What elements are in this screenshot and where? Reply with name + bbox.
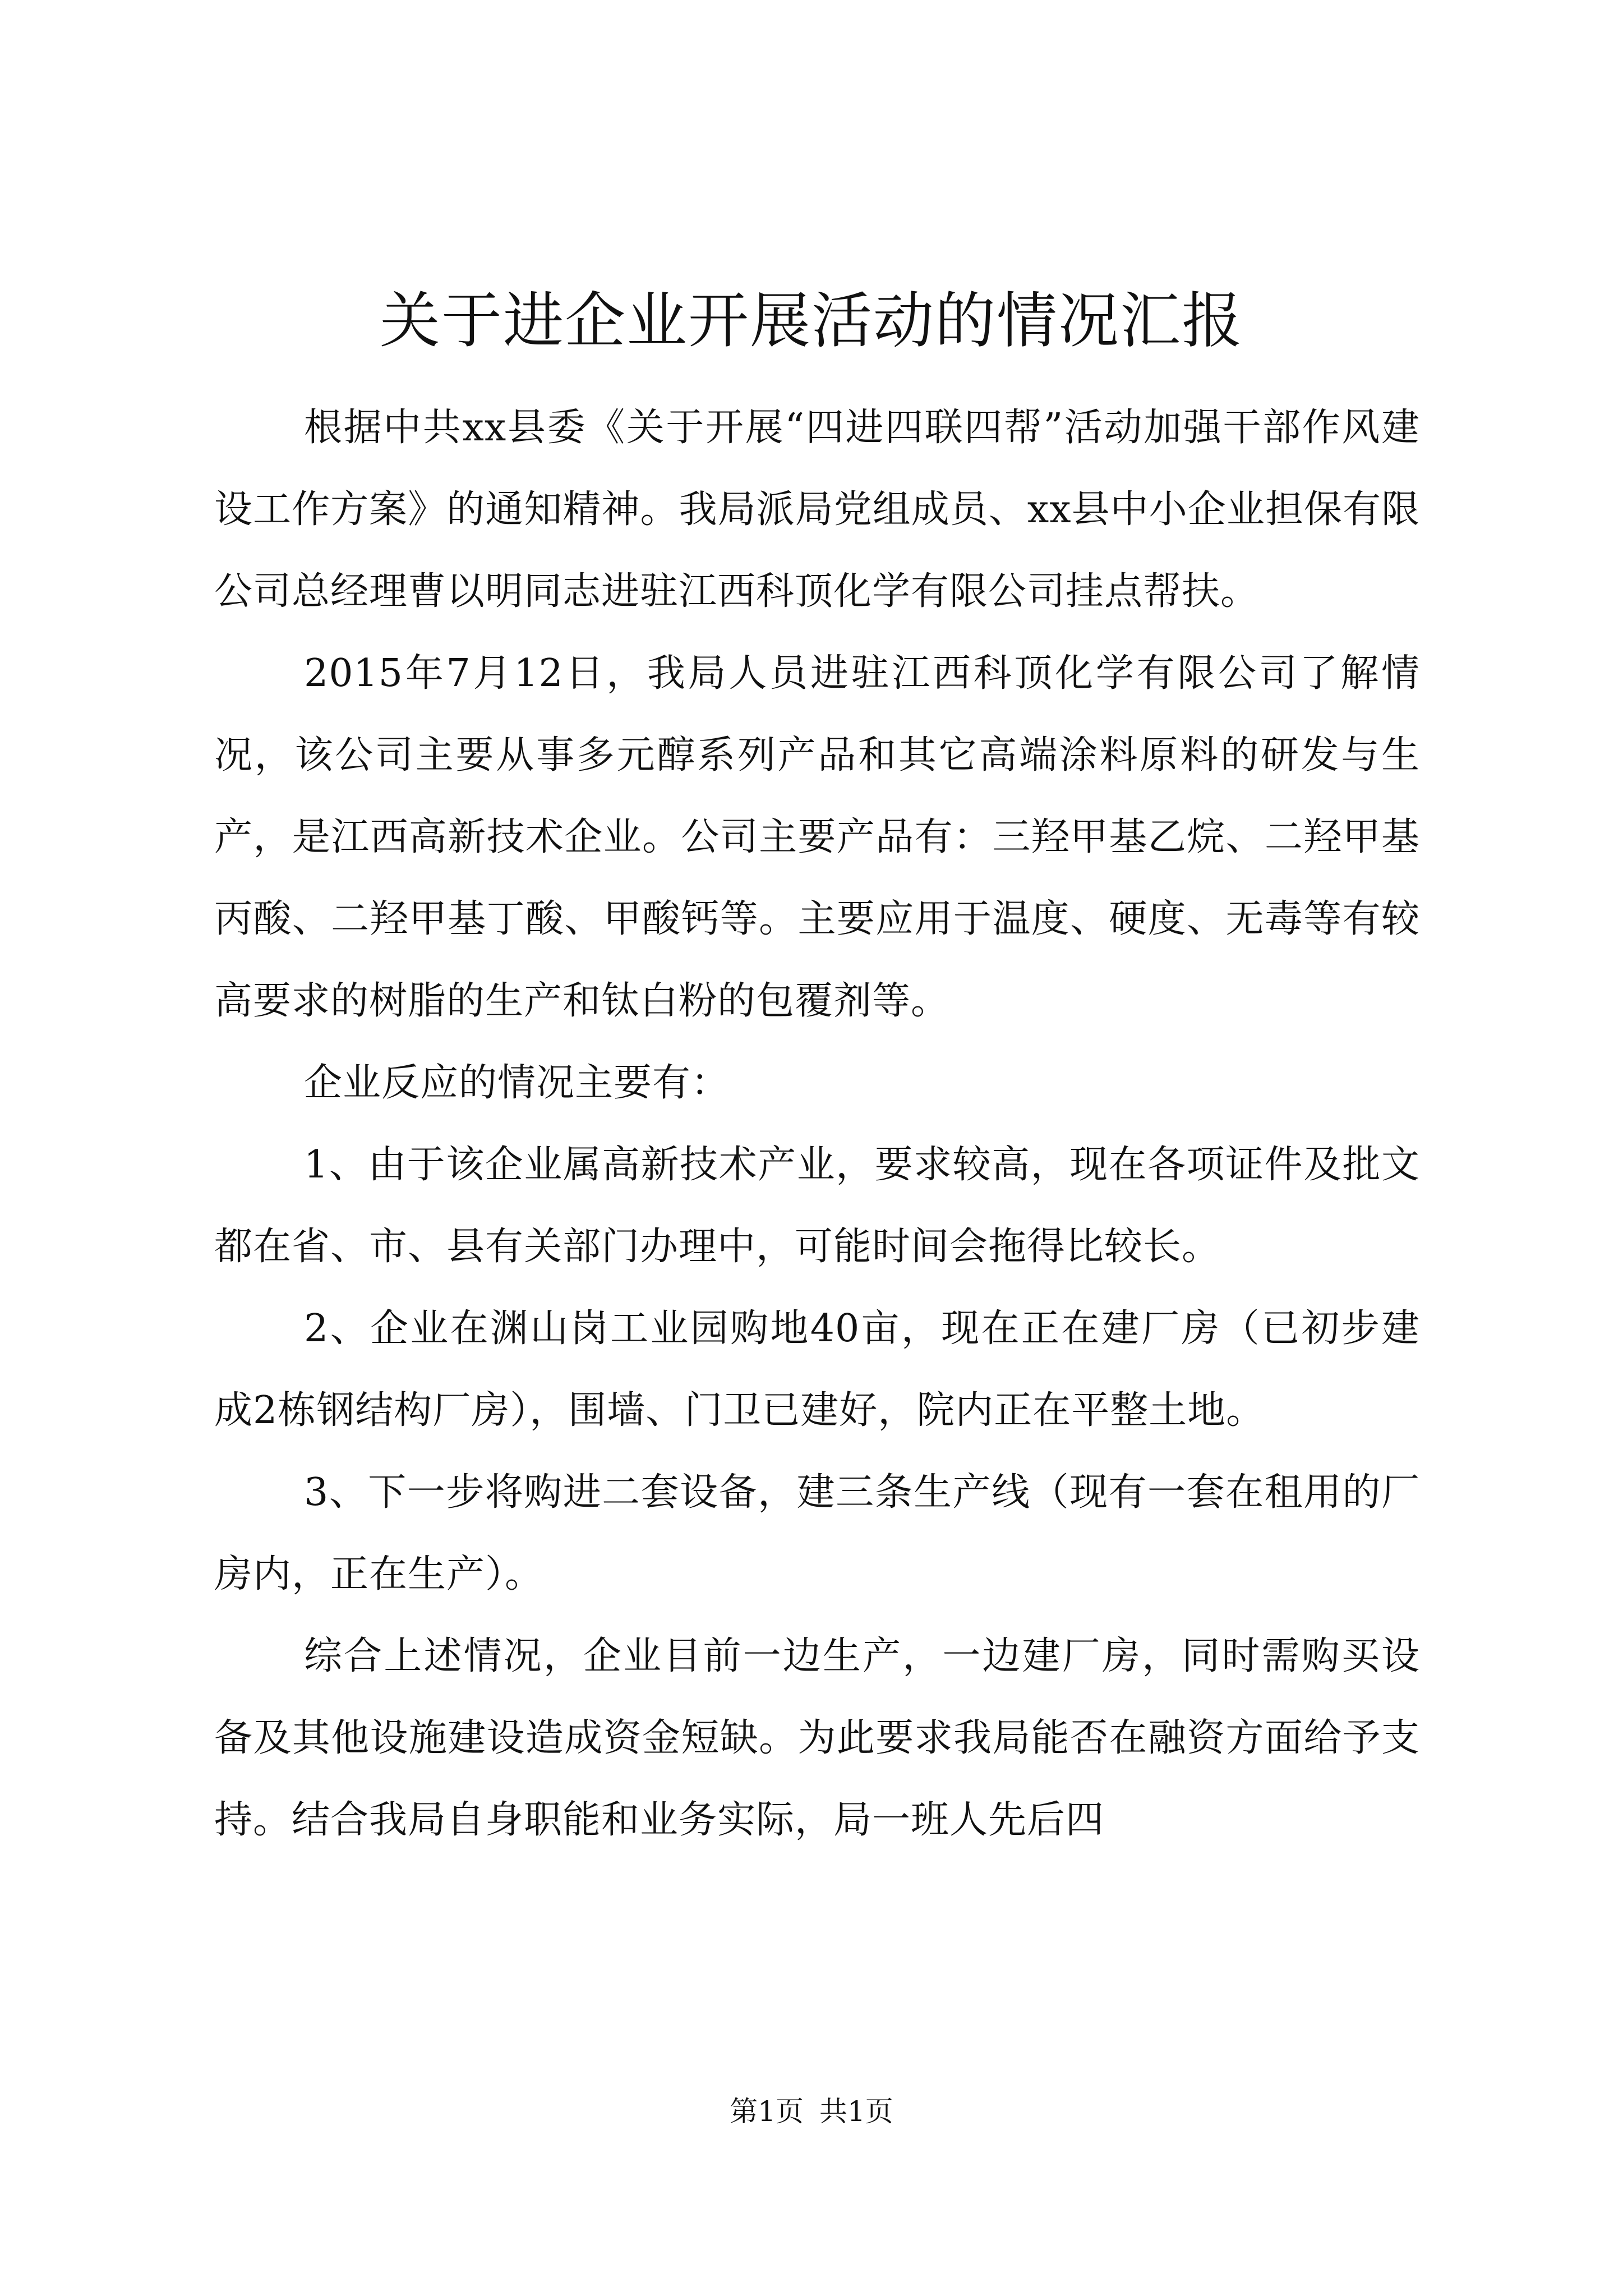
paragraph-issue-3: 3、下一步将购进二套设备，建三条生产线（现有一套在租用的厂房内，正在生产）。 xyxy=(214,1470,1420,1596)
paragraph-company-info: 2015年7月12日，我局人员进驻江西科顶化学有限公司了解情况，该公司主要从事多元醇系列产品和其它高端涂料原料的研发与生产，是江西高新技术企业。公司主要产品有：三羟甲基乙烷、二羟甲基丙酸、二羟甲基丁酸、甲酸钙等。主要应用于温度、硬度、无毒等有较高要求的树脂的生产和钛白粉的包覆剂等。 xyxy=(214,651,1420,1023)
page-total: 共1页 xyxy=(819,2095,893,2128)
page-number: 第1页 xyxy=(730,2095,804,2128)
paragraph-issue-1: 1、由于该企业属高新技术产业，要求较高，现在各项证件及批文都在省、市、县有关部门办理中，可能时间会拖得比较长。 xyxy=(214,1143,1420,1269)
paragraph-intro: 根据中共xx县委《关于开展“四进四联四帮”活动加强干部作风建设工作方案》的通知精神。我局派局党组成员、xx县中小企业担保有限公司总经理曹以明同志进驻江西科顶化学有限公司挂点帮扶。 xyxy=(214,406,1420,614)
document-title: 关于进企业开展活动的情况汇报 xyxy=(379,286,1243,356)
paragraph-issue-2: 2、企业在渊山岗工业园购地40亩，现在正在建厂房（已初步建成2栋钢结构厂房），围墙、门卫已建好，院内正在平整土地。 xyxy=(214,1306,1420,1433)
page-footer xyxy=(0,2095,1623,2128)
paragraph-summary: 综合上述情况，企业目前一边生产，一边建厂房，同时需购买设备及其他设施建设造成资金短缺。为此要求我局能否在融资方面给予支持。结合我局自身职能和业务实际，局一班人先后四 xyxy=(214,1634,1420,1842)
paragraph-issues-heading: 企业反应的情况主要有： xyxy=(304,1061,730,1105)
document-body xyxy=(214,387,1420,1861)
